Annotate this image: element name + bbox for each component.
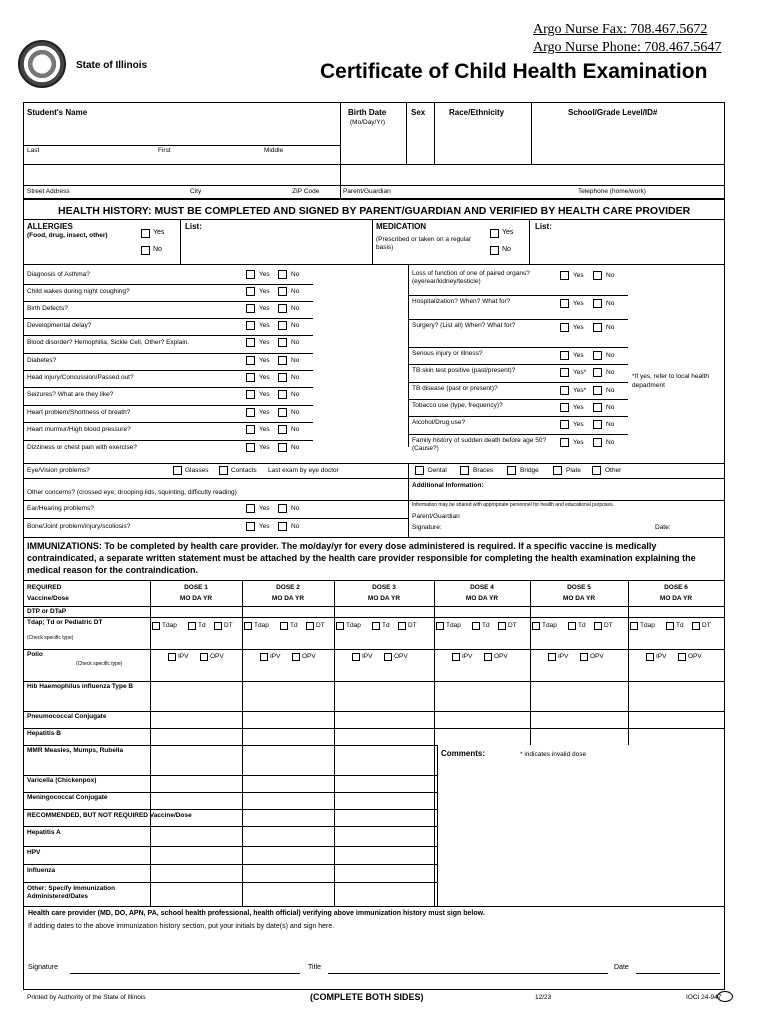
history-right-yes-checkbox[interactable]	[560, 271, 569, 280]
dose-header: DOSE 5	[567, 584, 591, 591]
history-right-yes-checkbox[interactable]	[560, 403, 569, 412]
row-divider	[408, 295, 628, 296]
mo-da-yr-label: MO DA YR	[465, 595, 499, 602]
dt-label: DT	[702, 622, 711, 629]
parent-label: Parent/Guardian	[343, 188, 391, 195]
history-left-yes-checkbox[interactable]	[246, 321, 255, 330]
yes-label: Yes	[259, 444, 270, 451]
row-divider	[23, 826, 437, 827]
no-label: No	[291, 374, 300, 381]
allergies-no-checkbox[interactable]	[141, 246, 150, 255]
opv-label: OPV	[302, 653, 316, 660]
contacts-checkbox[interactable]	[219, 466, 228, 475]
history-left-label: Heart problem/Shortness of breath?	[27, 409, 131, 416]
history-right-no-checkbox[interactable]	[593, 438, 602, 447]
vaccine-name: Hib Haemophilus influenza Type B	[27, 683, 134, 690]
no-label: No	[606, 324, 615, 331]
history-left-label: Diabetes?	[27, 357, 57, 364]
yes-label: Yes	[259, 322, 270, 329]
recycle-logo-icon	[717, 991, 733, 1002]
signature-label: Signature:	[412, 524, 442, 531]
row-divider	[408, 434, 628, 435]
history-left-yes-checkbox[interactable]	[246, 270, 255, 279]
row-divider	[23, 882, 437, 883]
sex-label: Sex	[411, 108, 426, 117]
history-right-no-checkbox[interactable]	[593, 403, 602, 412]
row-divider	[23, 387, 313, 388]
history-left-no-checkbox[interactable]	[278, 408, 287, 417]
printed-by: Printed by Authority of the State of Illinois	[27, 994, 146, 1001]
no-label: No	[291, 426, 300, 433]
medication-sub: (Prescribed or taken on a regular basis)	[376, 236, 472, 251]
dose-opv-checkbox[interactable]	[292, 653, 300, 661]
opv-label: OPV	[494, 653, 508, 660]
immunizations-heading: IMMUNIZATIONS: To be completed by health care provider. The mo/day/yr for every dose administered is required. If a specific vaccine is medically contraindicated, a separate written statement must be attached by the health care provider responsible for completing the health examination explaining the medical reason for the contraindication.	[27, 541, 696, 575]
dose-opv-checkbox[interactable]	[678, 653, 686, 661]
vaccine-name: Varicella (Chickenpox)	[27, 777, 97, 784]
history-left-yes-checkbox[interactable]	[246, 304, 255, 313]
dose-td-checkbox[interactable]	[280, 622, 288, 630]
first-label: First	[158, 147, 171, 154]
bone-joint-label: Bone/Joint problem/injury/scoliosis?	[27, 523, 131, 530]
glasses-checkbox[interactable]	[173, 466, 182, 475]
form-number: IOCI 24-947	[686, 994, 722, 1001]
row-divider	[23, 864, 437, 865]
vaccine-name: Pneumococcal Conjugate	[27, 713, 107, 720]
history-right-yes-checkbox[interactable]	[560, 386, 569, 395]
history-right-no-checkbox[interactable]	[593, 323, 602, 332]
comments-label: Comments:	[441, 749, 486, 758]
history-left-label: Developmental delay?	[27, 322, 92, 329]
opv-label: OPV	[688, 653, 702, 660]
recommended-vaccine-name: HPV	[27, 849, 41, 856]
vaccine-name: Polio	[27, 651, 43, 658]
history-right-no-checkbox[interactable]	[593, 351, 602, 360]
dose-dt-checkbox[interactable]	[594, 622, 602, 630]
dose-column-divider	[334, 580, 335, 906]
history-right-no-checkbox[interactable]	[593, 420, 602, 429]
opv-label: OPV	[394, 653, 408, 660]
dose-ipv-checkbox[interactable]	[352, 653, 360, 661]
dose-ipv-checkbox[interactable]	[452, 653, 460, 661]
vaccine-row-divider	[23, 792, 437, 793]
history-left-no-checkbox[interactable]	[278, 270, 287, 279]
history-left-label: Heart murmur/High blood pressure?	[27, 426, 131, 433]
tb-note: *If yes, refer to local health department	[632, 373, 709, 389]
ear-no-checkbox[interactable]	[278, 504, 287, 513]
history-right-no-checkbox[interactable]	[593, 299, 602, 308]
dose-td-checkbox[interactable]	[188, 622, 196, 630]
ipv-label: IPV	[462, 653, 473, 660]
history-left-yes-checkbox[interactable]	[246, 408, 255, 417]
row-divider	[23, 405, 313, 406]
recommended-vaccine-name: Influenza	[27, 867, 56, 874]
row-divider	[408, 347, 628, 348]
history-right-label: Alcohol/Drug use?	[412, 419, 466, 426]
dose-opv-checkbox[interactable]	[580, 653, 588, 661]
history-right-no-checkbox[interactable]	[593, 271, 602, 280]
adding-dates-statement: If adding dates to the above immunization history section, put your initials by date(s) and sign here.	[28, 923, 335, 930]
row-divider	[23, 318, 313, 319]
row-divider	[23, 846, 437, 847]
history-left-yes-checkbox[interactable]	[246, 356, 255, 365]
vaccine-name: Meningococcal Conjugate	[27, 794, 108, 801]
middle-label: Middle	[264, 147, 284, 154]
history-right-yes-checkbox[interactable]	[560, 323, 569, 332]
dose-opv-checkbox[interactable]	[200, 653, 208, 661]
row-divider	[23, 370, 313, 371]
history-left-no-checkbox[interactable]	[278, 287, 287, 296]
history-left-no-checkbox[interactable]	[278, 338, 287, 347]
vaccine-name: DTP or DTaP	[27, 608, 67, 615]
no-label: No	[291, 444, 300, 451]
vaccine-row-divider	[23, 606, 725, 607]
history-left-yes-checkbox[interactable]	[246, 373, 255, 382]
row-divider	[408, 319, 628, 320]
row-divider	[408, 382, 628, 383]
yes-label: Yes	[573, 404, 584, 411]
vaccine-dose-label: Vaccine/Dose	[27, 595, 69, 602]
footer-signature-label: Signature	[28, 964, 58, 971]
history-right-yes-checkbox[interactable]	[560, 438, 569, 447]
row-divider	[23, 284, 313, 285]
mo-da-yr-label: MO DA YR	[562, 595, 596, 602]
dose-td-checkbox[interactable]	[666, 622, 674, 630]
student-name-label: Student's Name	[27, 108, 88, 117]
vaccine-row-divider	[23, 728, 725, 729]
history-left-no-checkbox[interactable]	[278, 304, 287, 313]
recommended-vaccine-name: Other: Specify Immunization Administered/Dates	[27, 885, 116, 900]
no-label: No	[606, 369, 615, 376]
tdap-label: Tdap	[542, 622, 557, 629]
other-concerns-label: Other concerns? (crossed eye, drooping lids, squinting, difficulty reading)	[27, 489, 237, 496]
invalid-dose-note: * indicates invalid dose	[520, 751, 587, 758]
dose-header: DOSE 1	[184, 584, 208, 591]
no-label: No	[606, 272, 615, 279]
plate-checkbox[interactable]	[553, 466, 562, 475]
yes-label: Yes	[259, 271, 270, 278]
vaccine-name: Hepatitis B	[27, 730, 61, 737]
school-label: School/Grade Level/ID#	[568, 108, 658, 117]
tdap-label: Tdap	[162, 622, 177, 629]
no-label: No	[291, 357, 300, 364]
history-right-yes-checkbox[interactable]	[560, 351, 569, 360]
row-divider	[23, 335, 313, 336]
dose-dt-checkbox[interactable]	[398, 622, 406, 630]
yes-label: Yes*	[573, 387, 587, 394]
yes-label: Yes	[259, 391, 270, 398]
footer-title-label: Title	[308, 964, 321, 971]
vaccine-sub: (Check specific type)	[27, 635, 74, 641]
page-title: Certificate of Child Health Examination	[320, 60, 708, 83]
dose-ipv-checkbox[interactable]	[646, 653, 654, 661]
history-left-yes-checkbox[interactable]	[246, 425, 255, 434]
no-label: No	[606, 352, 615, 359]
no-label: No	[606, 387, 615, 394]
history-left-label: Dizziness or chest pain with exercise?	[27, 444, 137, 451]
city-label: City	[190, 188, 202, 195]
dt-label: DT	[224, 622, 233, 629]
row-divider	[23, 440, 313, 441]
vaccine-name-divider	[150, 606, 151, 906]
yes-label: Yes	[573, 324, 584, 331]
yes-label: Yes*	[573, 369, 587, 376]
mo-da-yr-label: MO DA YR	[659, 595, 693, 602]
vaccine-row-divider	[23, 711, 725, 712]
opv-label: OPV	[210, 653, 224, 660]
medication-yes-checkbox[interactable]	[490, 229, 499, 238]
dose-tdap-checkbox[interactable]	[532, 622, 540, 630]
history-left-yes-checkbox[interactable]	[246, 390, 255, 399]
telephone-label: Telephone (home/work)	[578, 188, 646, 195]
history-left-no-checkbox[interactable]	[278, 443, 287, 452]
dose-column-divider	[530, 580, 531, 745]
no-label: No	[606, 439, 615, 446]
date-label: Date:	[655, 524, 671, 531]
allergies-label: ALLERGIES	[27, 222, 73, 231]
other-dental-checkbox[interactable]	[592, 466, 601, 475]
yes-label: Yes	[259, 305, 270, 312]
yes-label: Yes	[259, 339, 270, 346]
row-divider	[23, 422, 313, 423]
required-label: REQUIRED	[27, 584, 62, 591]
history-right-label: Loss of function of one of paired organs? (eye/ear/kidney/testicle)	[412, 270, 530, 285]
td-label: Td	[482, 622, 490, 629]
no-label: No	[606, 300, 615, 307]
bone-yes-checkbox[interactable]	[246, 522, 255, 531]
no-label: No	[291, 305, 300, 312]
history-right-label: Hospitalization? When? What for?	[412, 298, 511, 305]
yes-label: Yes	[573, 421, 584, 428]
yes-label: Yes	[573, 352, 584, 359]
td-label: Td	[676, 622, 684, 629]
dose-ipv-checkbox[interactable]	[168, 653, 176, 661]
dose-dt-checkbox[interactable]	[498, 622, 506, 630]
dose-header: DOSE 3	[372, 584, 396, 591]
history-left-label: Blood disorder? Hemophilia, Sickle Cell, Other? Explain.	[27, 339, 190, 346]
bridge-checkbox[interactable]	[507, 466, 516, 475]
yes-label: Yes	[259, 357, 270, 364]
row-divider	[408, 364, 628, 365]
history-left-no-checkbox[interactable]	[278, 425, 287, 434]
no-label: No	[606, 421, 615, 428]
history-left-label: Child wakes during night coughing?	[27, 288, 130, 295]
allergies-sub: (Food, drug, insect, other)	[27, 232, 108, 239]
zip-label: ZIP Code	[292, 188, 320, 195]
ipv-label: IPV	[362, 653, 373, 660]
dose-tdap-checkbox[interactable]	[152, 622, 160, 630]
dose-header: DOSE 4	[470, 584, 494, 591]
tdap-label: Tdap	[446, 622, 461, 629]
history-right-label: Family history of sudden death before age 50? (Cause?)	[412, 437, 547, 452]
row-divider	[23, 301, 313, 302]
dose-td-checkbox[interactable]	[372, 622, 380, 630]
yes-label: Yes	[259, 409, 270, 416]
dental-checkbox[interactable]	[415, 466, 424, 475]
history-left-no-checkbox[interactable]	[278, 356, 287, 365]
dose-tdap-checkbox[interactable]	[244, 622, 252, 630]
row-divider	[408, 416, 628, 417]
dose-header: DOSE 6	[664, 584, 688, 591]
ipv-label: IPV	[656, 653, 667, 660]
dose-td-checkbox[interactable]	[568, 622, 576, 630]
vaccine-name: Tdap; Td or Pediatric DT	[27, 619, 103, 626]
history-left-no-checkbox[interactable]	[278, 321, 287, 330]
dt-label: DT	[408, 622, 417, 629]
birth-date-label: Birth Date	[348, 108, 387, 117]
history-left-label: Seizures? What are they like?	[27, 391, 114, 398]
allergies-list-label: List:	[185, 222, 202, 231]
additional-info-label: Additional Information:	[412, 482, 484, 489]
yes-label: Yes	[573, 272, 584, 279]
history-right-label: TB disease (past or present)?	[412, 385, 498, 392]
health-history-heading: HEALTH HISTORY: MUST BE COMPLETED AND SIGNED BY PARENT/GUARDIAN AND VERIFIED BY HEALTH CARE PROVIDER	[58, 205, 691, 217]
yes-label: Yes	[259, 374, 270, 381]
vaccine-row-divider	[23, 745, 437, 746]
row-divider	[23, 809, 437, 810]
dose-opv-checkbox[interactable]	[484, 653, 492, 661]
parent-sig-label: Parent/Guardian	[412, 513, 460, 520]
td-label: Td	[290, 622, 298, 629]
history-right-yes-checkbox[interactable]	[560, 368, 569, 377]
eye-vision-label: Eye/Vision problems?	[27, 467, 90, 474]
race-label: Race/Ethnicity	[449, 108, 505, 117]
dose-ipv-checkbox[interactable]	[548, 653, 556, 661]
yes-label: Yes	[573, 439, 584, 446]
vaccine-row-divider	[23, 617, 725, 618]
dt-label: DT	[604, 622, 613, 629]
history-right-label: TB skin test positive (past/present)?	[412, 367, 516, 374]
form-date-code: 12/23	[535, 994, 552, 1001]
medication-no-checkbox[interactable]	[490, 246, 499, 255]
ipv-label: IPV	[558, 653, 569, 660]
history-left-label: Head injury/Concussion/Passed out?	[27, 374, 134, 381]
no-label: No	[606, 404, 615, 411]
vaccine-row-divider	[23, 681, 725, 682]
dose-ipv-checkbox[interactable]	[260, 653, 268, 661]
last-exam-label: Last exam by eye doctor	[268, 467, 339, 474]
dose-tdap-checkbox[interactable]	[436, 622, 444, 630]
history-left-yes-checkbox[interactable]	[246, 443, 255, 452]
vaccine-sub: (Check specific type)	[76, 661, 123, 667]
yes-label: Yes	[259, 288, 270, 295]
dt-label: DT	[316, 622, 325, 629]
history-left-label: Birth Defects?	[27, 305, 68, 312]
medication-label: MEDICATION	[376, 222, 427, 231]
tdap-label: Tdap	[254, 622, 269, 629]
ipv-label: IPV	[178, 653, 189, 660]
mo-da-yr-label: MO DA YR	[179, 595, 213, 602]
complete-both-sides: (COMPLETE BOTH SIDES)	[310, 992, 424, 1002]
history-left-no-checkbox[interactable]	[278, 373, 287, 382]
bone-no-checkbox[interactable]	[278, 522, 287, 531]
dose-tdap-checkbox[interactable]	[630, 622, 638, 630]
dose-header: DOSE 2	[276, 584, 300, 591]
allergies-yes-checkbox[interactable]	[141, 229, 150, 238]
history-right-label: Surgery? (List all) When? What for?	[412, 322, 516, 329]
no-label: No	[291, 339, 300, 346]
recommended-vaccine-name: Hepatitis A	[27, 829, 61, 836]
provider-statement: Health care provider (MD, DO, APN, PA, school health professional, health official) verifying above immunization history must sign below.	[28, 910, 485, 917]
no-label: No	[291, 409, 300, 416]
ipv-label: IPV	[270, 653, 281, 660]
history-left-no-checkbox[interactable]	[278, 390, 287, 399]
birth-date-format: (Mo/Day/Yr)	[350, 119, 386, 126]
tdap-label: Tdap	[346, 622, 361, 629]
dose-column-divider	[242, 580, 243, 906]
td-label: Td	[198, 622, 206, 629]
dose-dt-checkbox[interactable]	[692, 622, 700, 630]
ear-hearing-label: Ear/Hearing problems?	[27, 505, 94, 512]
street-label: Street Address	[27, 188, 70, 195]
history-right-label: Tobacco use (type, frequency)?	[412, 402, 503, 409]
dose-dt-checkbox[interactable]	[306, 622, 314, 630]
state-name: State of Illinois	[76, 60, 148, 71]
tdap-label: Tdap	[640, 622, 655, 629]
opv-label: OPV	[590, 653, 604, 660]
td-label: Td	[382, 622, 390, 629]
dose-dt-checkbox[interactable]	[214, 622, 222, 630]
history-right-no-checkbox[interactable]	[593, 368, 602, 377]
row-divider	[23, 353, 313, 354]
dose-opv-checkbox[interactable]	[384, 653, 392, 661]
recommended-label: RECOMMENDED, BUT NOT REQUIRED Vaccine/Dose	[27, 812, 192, 819]
braces-checkbox[interactable]	[460, 466, 469, 475]
history-right-label: Serious injury or illness?	[412, 350, 483, 357]
comments-divider	[437, 745, 438, 906]
footer-date-label: Date	[614, 964, 629, 971]
row-divider	[408, 399, 628, 400]
history-right-no-checkbox[interactable]	[593, 386, 602, 395]
ear-yes-checkbox[interactable]	[246, 504, 255, 513]
mo-da-yr-label: MO DA YR	[271, 595, 305, 602]
dose-td-checkbox[interactable]	[472, 622, 480, 630]
no-label: No	[291, 288, 300, 295]
no-label: No	[291, 391, 300, 398]
state-seal-icon	[18, 40, 66, 88]
phone-number: Argo Nurse Phone: 708.467.5647	[533, 40, 722, 55]
vaccine-row-divider	[23, 775, 437, 776]
vaccine-name: MMR Measles, Mumps, Rubella	[27, 747, 124, 754]
medication-list-label: List:	[535, 222, 552, 231]
last-label: Last	[27, 147, 40, 154]
yes-label: Yes	[573, 300, 584, 307]
no-label: No	[291, 322, 300, 329]
mo-da-yr-label: MO DA YR	[367, 595, 401, 602]
yes-label: Yes	[259, 426, 270, 433]
info-share-note: Information may be shared with appropriate personnel for health and educational purposes.	[412, 502, 615, 508]
history-left-yes-checkbox[interactable]	[246, 287, 255, 296]
history-left-label: Diagnosis of Asthma?	[27, 271, 90, 278]
no-label: No	[291, 271, 300, 278]
history-right-yes-checkbox[interactable]	[560, 299, 569, 308]
vaccine-row-divider	[23, 649, 725, 650]
dose-tdap-checkbox[interactable]	[336, 622, 344, 630]
history-left-yes-checkbox[interactable]	[246, 338, 255, 347]
dt-label: DT	[508, 622, 517, 629]
dose-column-divider	[434, 580, 435, 906]
td-label: Td	[578, 622, 586, 629]
history-right-yes-checkbox[interactable]	[560, 420, 569, 429]
fax-number: Argo Nurse Fax: 708.467.5672	[533, 22, 708, 37]
dose-column-divider	[628, 580, 629, 745]
